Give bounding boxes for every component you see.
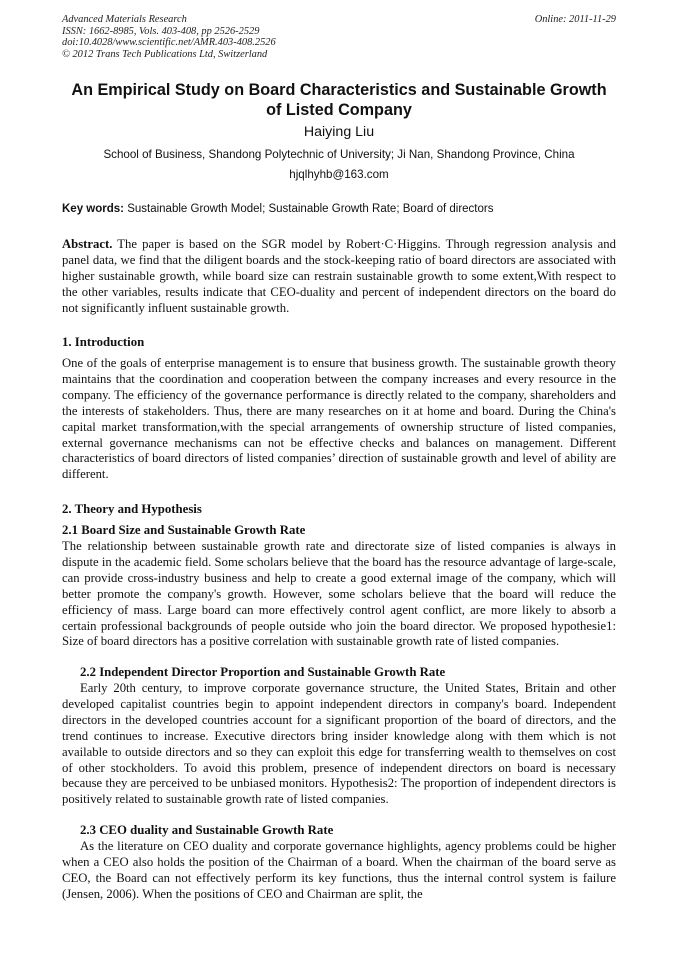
subsection-heading-independent-director: 2.2 Independent Director Proportion and Sustainable Growth Rate	[80, 665, 446, 679]
author-email: hjqlhyhb@163.com	[289, 168, 389, 181]
journal-name: Advanced Materials Research	[62, 14, 187, 25]
abstract-label: Abstract.	[62, 237, 113, 251]
keywords-label: Key words:	[62, 203, 124, 215]
affiliation: School of Business, Shandong Polytechnic of University; Ji Nan, Shandong Province, China	[103, 148, 575, 161]
subsection-heading-board-size: 2.1 Board Size and Sustainable Growth Rate	[62, 523, 306, 537]
section-heading-theory: 2. Theory and Hypothesis	[62, 502, 202, 516]
copyright-line: © 2012 Trans Tech Publications Ltd, Switzerland	[62, 48, 268, 60]
independent-director-paragraph: Early 20th century, to improve corporate governance structure, the United States, Britain and other developed capitalist countries begin to appoint independent directors in company's board. Independent directors in the developed countries account for a significant proportion of the board of directors, and the trend continues to increase. Executive directors bring insider knowledge along with them which is not available to outside directors and so they can exploit this edge for transferring wealth to themselves on cost of other stockholders. To avoid this problem, presence of independent directors on board is necessary because they are perceived to be unbiased monitors. Hypothesis2: The proportion of independent directors is positively related to sustainable growth rate of listed companies.	[62, 681, 616, 807]
ceo-duality-paragraph: As the literature on CEO duality and corporate governance highlights, agency problems could be higher when a CEO also holds the position of the Chairman of a board. When the chairman of the board serve as CEO, the Board can not effectively perform its key functions, thus the internal control system is failure (Jensen, 2006). When the positions of CEO and Chairman are split, the	[62, 839, 616, 901]
doi-line: doi:10.4028/www.scientific.net/AMR.403-408.2526	[62, 37, 276, 49]
paper-title: An Empirical Study on Board Characteristics and Sustainable Growth of Listed Company	[71, 81, 607, 119]
section-heading-introduction: 1. Introduction	[62, 335, 145, 349]
author-name: Haiying Liu	[303, 124, 375, 140]
journal-header	[62, 14, 616, 60]
abstract-text: The paper is based on the SGR model by Robert·C·Higgins. Through regression analysis and panel data, we find that the diligent boards and the stock-keeping ratio of board directors are associated with higher sustainable growth, while board size can restrain sustainable growth to some extent,With respect to the other variables, results indicate that CEO-duality and percent of independent directors on the board do not significantly influent sustainable growth.	[62, 237, 616, 315]
keywords-text: Sustainable Growth Model; Sustainable Growth Rate; Board of directors	[127, 203, 494, 215]
issn-line: ISSN: 1662-8985, Vols. 403-408, pp 2526-2529	[62, 25, 260, 37]
online-date: Online: 2011-11-29	[534, 14, 616, 25]
board-size-paragraph: The relationship between sustainable growth rate and directorate size of listed companies is always in dispute in the academic field. Some scholars believe that the board has the resource advantage of large-scale, can provide cross-industry business and help to create a good external image of the company, which will better promote the company's growth. However, some scholars believe that the board will reduce the efficiency of mass. Large board can more effectively control agent conflict, are more likely to absorb a certain professional backgrounds of people outside who join the board director. We proposed hypothesie1: Size of board directors has a positive correlation with sustainable growth rate of listed companies.	[62, 539, 616, 649]
keywords	[62, 203, 616, 215]
introduction-paragraph: One of the goals of enterprise management is to ensure that business growth. The sustainable growth theory maintains that the coordination and cooperation between the company increases and every resource in the company. The efficiency of the governance performance is directly related to the company, shareholders and the interests of stakeholders. Thus, there are many researches on it at home and board. During the China's capital market transformation,with the special arrangements of ownership structure of listed companies, external governance mechanisms can not be effective checks and balances on management. Different characteristics of board directors of listed companies’ direction of sustainable growth and level of ability are different.	[62, 356, 616, 482]
abstract	[62, 237, 616, 317]
subsection-heading-ceo-duality: 2.3 CEO duality and Sustainable Growth Rate	[80, 823, 334, 837]
